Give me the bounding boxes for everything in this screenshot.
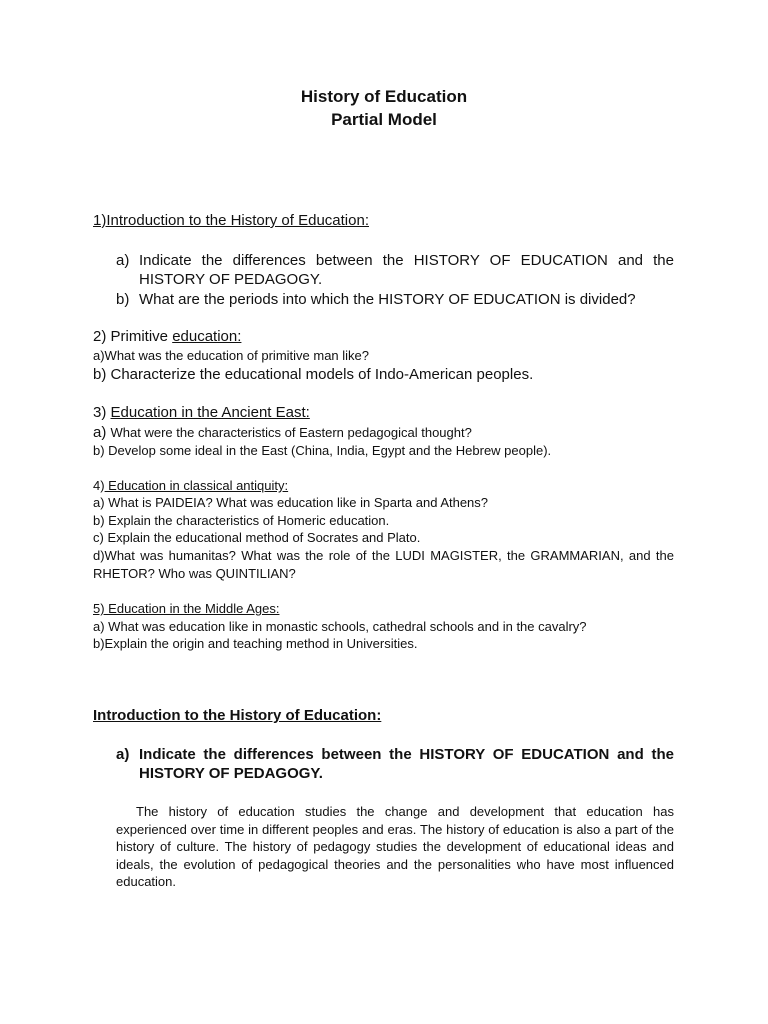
section1-item-b-text: What are the periods into which the HISTORY OF EDUCATION is divided? [139,291,636,308]
section4-heading: Education in classical antiquity: [104,478,289,493]
section3-heading-line [93,404,674,422]
section3-question-b: b) Develop some ideal in the East (China, India, Egypt and the Hebrew people). [93,443,552,458]
section1-heading: 1)Introduction to the History of Education: [93,212,369,229]
section1-item-a-marker: a) [116,252,130,269]
section3-question-a-marker: a) [93,424,111,441]
section2-number: 2) Primitive [93,328,173,345]
section4-question-a: a) What is PAIDEIA? What was education like in Sparta and Athens? [93,495,489,510]
section4-question-d: d)What was humanitas? What was the role of the LUDI MAGISTER, the GRAMMARIAN, and the RHETOR? Who was QUINTILIAN? [93,548,674,581]
section4-number: 4) [93,478,105,493]
section4-question-c: c) Explain the educational method of Socrates and Plato. [93,530,421,545]
document-title: History of Education [300,87,468,106]
section1-item-a-text: Indicate the differences between the HISTORY OF EDUCATION and the HISTORY OF PEDAGOGY. [139,252,674,288]
section3-heading: Education in the Ancient East: [110,404,310,421]
section3-question-a [93,424,674,442]
answers-item-a [116,745,674,783]
document-subtitle: Partial Model [331,110,437,129]
section5-question-a: a) What was education like in monastic schools, cathedral schools and in the cavalry? [93,619,587,634]
section5-question-b: b)Explain the origin and teaching method in Universities. [93,636,418,651]
section2-heading-line [93,328,674,346]
section1-item-b [116,290,674,309]
section2-question-a: a)What was the education of primitive man like? [93,348,370,363]
section3-question-a-text: What were the characteristics of Eastern pedagogical thought? [110,425,472,440]
section3-number: 3) [93,404,111,421]
section2-heading: education: [172,328,242,345]
answers-heading: Introduction to the History of Education: [93,707,382,724]
section4-question-b: b) Explain the characteristics of Homeric education. [93,513,390,528]
section1-item-a [116,251,674,289]
section4-heading-line [93,477,674,495]
answers-item-a-text: Indicate the differences between the HISTORY OF EDUCATION and the HISTORY OF PEDAGOGY. [139,746,674,782]
section5-heading: 5) Education in the Middle Ages: [93,601,280,616]
answers-item-a-marker: a) [116,746,130,763]
section2-question-b: b) Characterize the educational models of Indo-American peoples. [93,366,534,383]
section1-item-b-marker: b) [116,291,130,308]
answers-paragraph: The history of education studies the change and development that education has experienced over time in different peoples and eras. The history of education is also a part of the history of culture. The history of pedagogy studies the development of educational ideas and ideals, the evolution of pedagogical theories and the personalities who have most influenced education. [116,804,674,890]
